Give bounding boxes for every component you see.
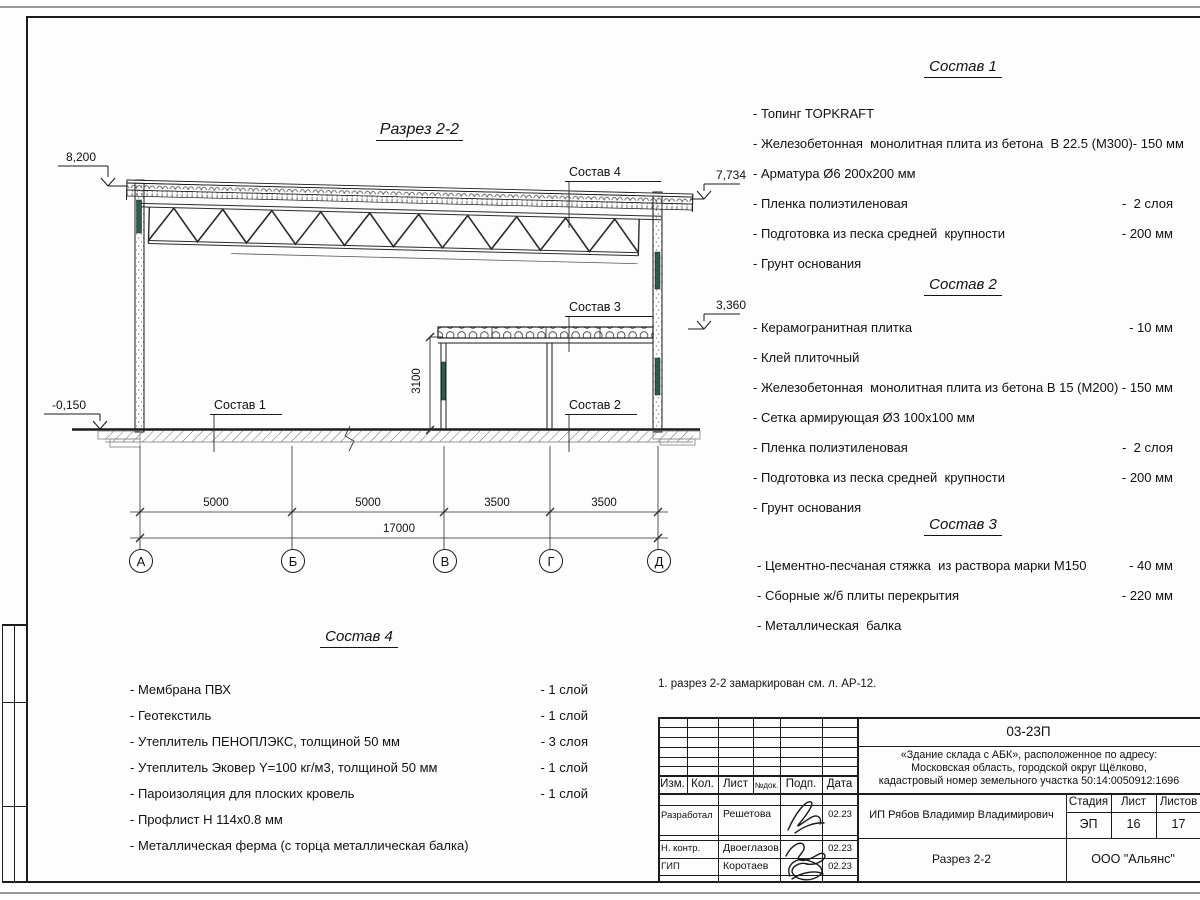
sheets-label: Листов [1159, 796, 1198, 808]
list-item: - Утеплитель ПЕНОПЛЭКС, толщиной 50 мм - 3 слоя [130, 733, 588, 749]
elevation-roof-left: 8,200 [65, 150, 97, 164]
col-header-izm: Изм. [660, 778, 685, 790]
list-item: - Пароизоляция для плоских кровель - 1 слой [130, 785, 588, 801]
stamp-strip-inner-line [14, 624, 15, 882]
axis-bubble-a: А [129, 549, 153, 573]
signatures [778, 795, 830, 882]
callout-sostav-4: Состав 4 [565, 165, 661, 182]
list-item: - Подготовка из песка средней крупности - 200 мм [753, 469, 1173, 485]
axis-bubble-g: Г [539, 549, 563, 573]
sostav-4-list [130, 628, 588, 858]
titleblock-line [658, 793, 1200, 795]
row-role-developer: Разработал [661, 810, 713, 821]
row-date-developer: 02.23 [828, 809, 852, 820]
row-name-gip: Коротаев [723, 860, 769, 872]
col-header-kol: Кол. [691, 778, 714, 790]
callout-sostav-1: Состав 1 [210, 398, 282, 415]
elevation-mark-roof-left [58, 166, 127, 186]
client-name: ИП Рябов Владимир Владимирович [869, 809, 1054, 821]
titleblock-line [718, 717, 719, 882]
sheet-note: 1. разрез 2-2 замаркирован см. л. АР-12. [658, 678, 877, 690]
row-role-gip: ГИП [661, 861, 680, 872]
dim-3500-1: 3500 [484, 497, 510, 509]
mezzanine-slab [438, 327, 653, 343]
titleblock-line [658, 717, 1200, 719]
elevation-roof-right: 7,734 [715, 168, 747, 182]
axis-bubble-b: Б [281, 549, 305, 573]
list-item: - Грунт основания [753, 255, 862, 271]
stamp-strip-divider [2, 702, 27, 703]
list-item: - Железобетонная монолитная плита из бетона В 22.5 (М300)- 150 мм [753, 135, 1184, 151]
company-name: ООО "Альянс" [1091, 852, 1175, 866]
list-item: - Профлист Н 114х0.8 мм [130, 811, 283, 827]
dim-5000-1: 5000 [203, 497, 229, 509]
callout-sostav-3: Состав 3 [565, 300, 653, 317]
doc-title-cell: Разрез 2-2 [932, 852, 991, 866]
dim-3500-2: 3500 [591, 497, 617, 509]
titleblock-line [1066, 812, 1200, 813]
list-item: - Металлическая балка [757, 617, 902, 633]
list-item: - Железобетонная монолитная плита из бетона В 15 (М200) - 150 мм [753, 379, 1173, 395]
drawing-title: Разрез 2-2 [335, 103, 495, 139]
signature-developer [788, 802, 824, 833]
elevation-mark-mezzanine [688, 314, 740, 329]
stage-label: Стадия [1068, 796, 1109, 808]
mezzanine-columns [441, 343, 552, 430]
project-object-line3: кадастровый номер земельного участка 50:14:0050912:1696 [878, 775, 1180, 787]
col-header-data: Дата [826, 778, 853, 790]
elevation-floor: -0,150 [51, 398, 87, 412]
stamp-strip-outer-line [2, 624, 3, 882]
list-item: - Пленка полиэтиленовая - 2 слоя [753, 439, 1173, 455]
callout-sostav-2: Состав 2 [565, 398, 637, 415]
elevation-mezzanine: 3,360 [715, 298, 747, 312]
roof-truss [138, 203, 661, 264]
sostav-2-heading: Состав 2 [753, 276, 1173, 296]
list-item: - Грунт основания [753, 499, 862, 515]
stamp-strip-divider [2, 624, 27, 626]
row-date-ncontrol: 02.23 [828, 843, 852, 854]
wall-axis-d [653, 192, 662, 432]
axis-bubble-v: В [433, 549, 457, 573]
col-header-podp: Подп. [785, 778, 817, 790]
list-item: - Подготовка из песка средней крупности - 200 мм [753, 225, 1173, 241]
list-item: - Мембрана ПВХ - 1 слой [130, 681, 588, 697]
dim-total-17000: 17000 [383, 523, 415, 535]
dim-5000-2: 5000 [355, 497, 381, 509]
list-item: - Цементно-песчаная стяжка из раствора марки М150 - 40 мм [757, 557, 1173, 573]
sheet-label: Лист [1121, 796, 1146, 808]
col-header-list: Лист [723, 778, 748, 790]
row-role-ncontrol: Н. контр. [661, 843, 701, 854]
sostav-2-list [753, 276, 1173, 522]
list-item: - Керамогранитная плитка - 10 мм [753, 319, 1173, 335]
list-item: - Пленка полиэтиленовая - 2 слоя [753, 195, 1173, 211]
row-name-developer: Решетова [723, 808, 772, 820]
stamp-strip-divider [2, 806, 27, 807]
sostav-1-list [753, 58, 1184, 278]
list-item: - Утеплитель Эковер Y=100 кг/м3, толщиной 50 мм - 1 слой [130, 759, 588, 775]
row-name-ncontrol: Двоеглазов [723, 842, 779, 854]
sostav-3-heading: Состав 3 [753, 516, 1173, 536]
elevation-mark-floor [44, 414, 107, 429]
floor-slab [72, 426, 700, 451]
project-object-line2: Московская область, городской округ Щёлково, [911, 762, 1147, 774]
frame-bottom [2, 881, 1200, 883]
col-header-ndoc: №док. [754, 781, 779, 790]
elevation-mark-roof-right [690, 184, 740, 199]
dim-height-3100: 3100 [411, 368, 423, 394]
list-item: - Топинг TOPKRAFT [753, 105, 875, 121]
titleblock-line [857, 838, 1200, 839]
sheet-number: 16 [1126, 817, 1141, 831]
project-object-line1: «Здание склада с АБК», расположенное по адресу: [900, 749, 1158, 761]
titleblock-line [857, 746, 1200, 747]
list-item: - Арматура Ø6 200х200 мм [753, 165, 916, 181]
sostav-1-heading: Состав 1 [753, 58, 1173, 78]
titleblock-line [658, 717, 660, 882]
list-item: - Сборные ж/б плиты перекрытия - 220 мм [757, 587, 1173, 603]
project-code: 03-23П [1006, 724, 1051, 739]
list-item: - Металлическая ферма (с торца металлическая балка) [130, 837, 469, 853]
stage-value: ЭП [1079, 817, 1098, 831]
list-item: - Геотекстиль - 1 слой [130, 707, 588, 723]
sheets-total: 17 [1171, 817, 1186, 831]
list-item: - Клей плиточный [753, 349, 860, 365]
paper-bottom-edge [0, 892, 1200, 894]
sostav-3-list [753, 516, 1173, 640]
axis-bubble-d: Д [647, 549, 671, 573]
row-date-gip: 02.23 [828, 861, 852, 872]
roof-assembly [125, 180, 693, 265]
sostav-4-heading: Состав 4 [130, 628, 588, 648]
list-item: - Сетка армирующая Ø3 100х100 мм [753, 409, 975, 425]
height-dimension [426, 333, 443, 434]
signature-ncontrol [786, 843, 825, 864]
